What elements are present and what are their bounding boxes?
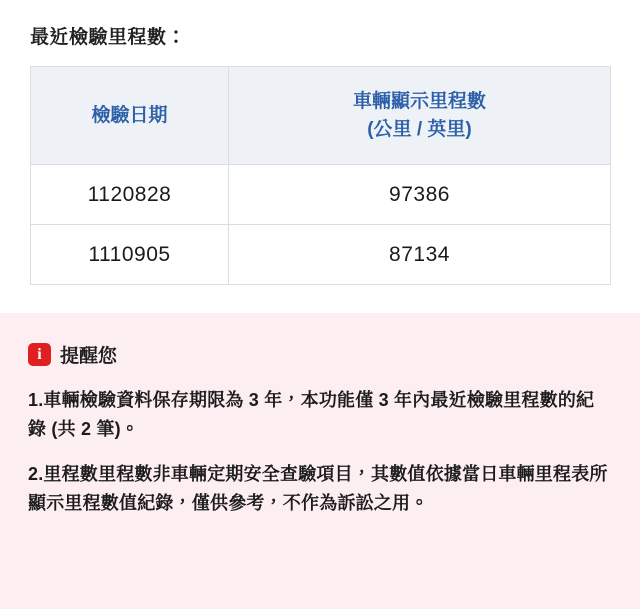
notice-item: 2.里程數里程數非車輛定期安全查驗項目，其數值依據當日車輛里程表所顯示里程數值紀錄，僅供參考，不作為訴訟之用。 <box>28 464 608 514</box>
mileage-table-container <box>30 66 610 285</box>
page-title: 最近檢驗里程數： <box>30 27 187 48</box>
table-header-row <box>31 67 611 165</box>
cell-inspection-date: 1110905 <box>31 225 229 285</box>
table-body <box>31 165 611 285</box>
notice-header <box>28 341 612 368</box>
notice-item: 1.車輛檢驗資料保存期限為 3 年，本功能僅 3 年內最近檢驗里程數的紀錄 (共 2 筆)。 <box>28 390 595 440</box>
info-icon: i <box>28 343 51 366</box>
column-header-inspection-date: 檢驗日期 <box>31 67 229 165</box>
notice-title: 提醒您 <box>60 346 118 367</box>
notice-panel <box>0 313 640 609</box>
column-header-mileage-line2: (公里 / 英里) <box>367 118 472 140</box>
column-header-mileage-line1: 車輛顯示里程數 <box>352 90 486 112</box>
table-row <box>31 165 611 225</box>
cell-inspection-date: 1120828 <box>31 165 229 225</box>
cell-mileage-value: 87134 <box>229 225 611 285</box>
table-head <box>31 67 611 165</box>
column-header-mileage <box>229 67 611 165</box>
cell-mileage-value: 97386 <box>229 165 611 225</box>
mileage-table <box>30 66 611 285</box>
table-row <box>31 225 611 285</box>
